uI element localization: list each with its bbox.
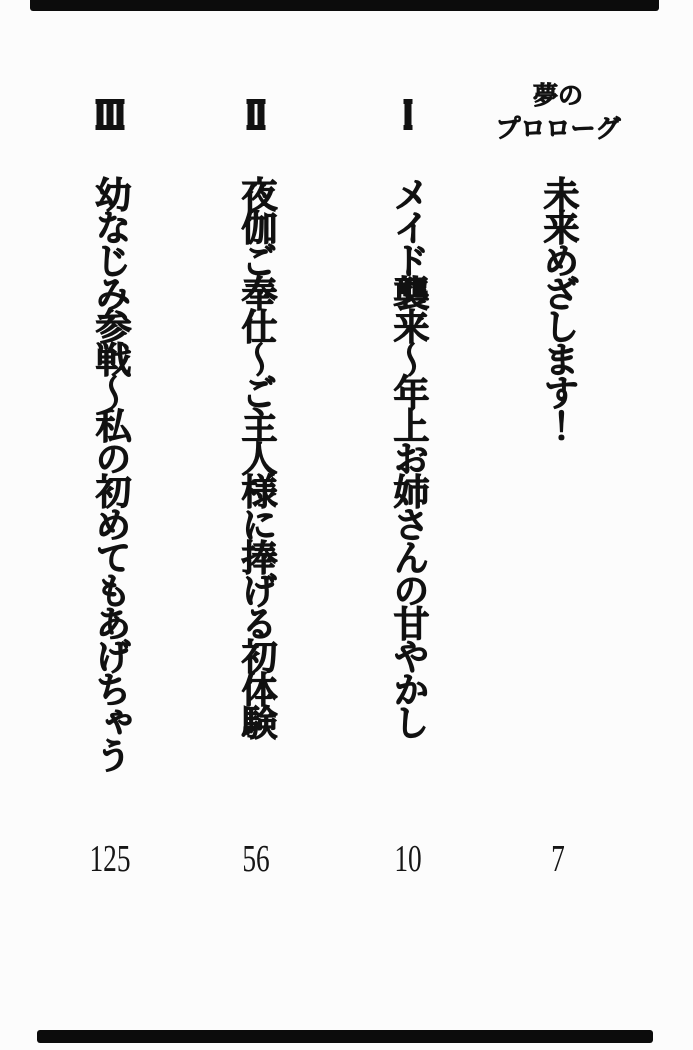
prologue-heading-main: プロローグ	[495, 113, 621, 143]
toc-entry-chapter-1	[380, 0, 436, 1050]
toc-entry-chapter-2	[228, 0, 284, 1050]
chapter-1-title: メイド襲来〜年上お姉さんの甘やかし	[388, 176, 429, 737]
chapter-3-page-number: 125	[89, 838, 131, 880]
prologue-title: 未来めざします！	[538, 176, 579, 440]
toc-entry-chapter-3	[82, 0, 138, 1050]
chapter-1-page-number: 10	[394, 838, 422, 880]
chapter-2-title: 夜伽ご奉仕〜ご主人様に捧げる初体験	[236, 176, 277, 737]
chapter-1-numeral	[404, 99, 413, 130]
chapter-3-numeral	[96, 99, 125, 130]
chapter-2-numeral	[247, 99, 266, 130]
chapter-2-page-number: 56	[242, 838, 270, 880]
prologue-heading-top: 夢の	[532, 81, 583, 110]
chapter-3-title: 幼なじみ参戦〜私の初めてもあげちゃう	[90, 176, 131, 770]
prologue-page-number: 7	[551, 838, 565, 880]
toc-entry-prologue	[495, 0, 621, 1050]
prologue-heading	[463, 80, 653, 145]
